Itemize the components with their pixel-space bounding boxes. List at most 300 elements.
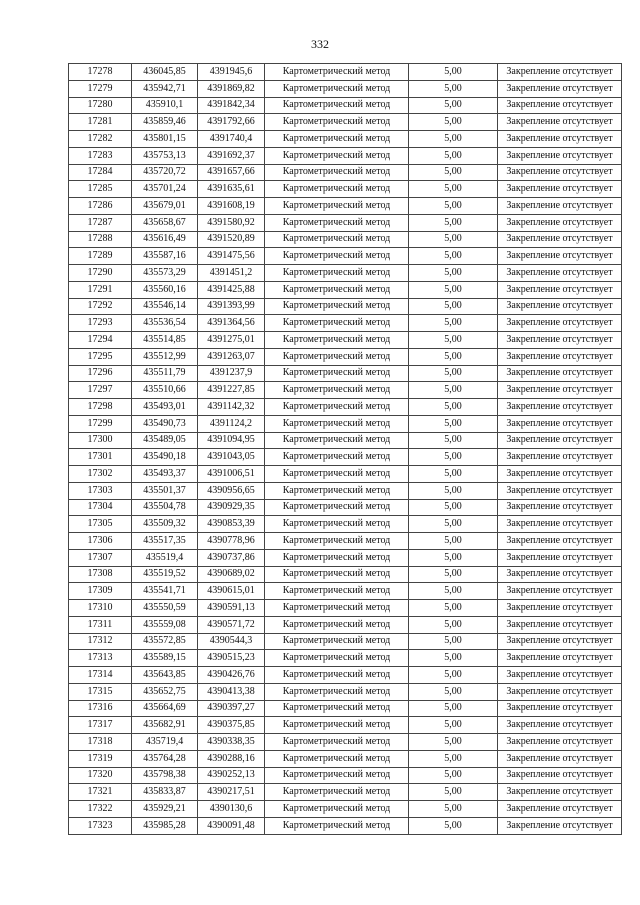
point-number-cell: 17307	[69, 549, 132, 566]
method-cell: Картометрический метод	[265, 432, 409, 449]
x-coordinate-cell: 435501,37	[132, 482, 198, 499]
method-cell: Картометрический метод	[265, 332, 409, 349]
fixing-cell: Закрепление отсутствует	[498, 80, 622, 97]
fixing-cell: Закрепление отсутствует	[498, 315, 622, 332]
method-cell: Картометрический метод	[265, 114, 409, 131]
table-row	[69, 466, 622, 483]
table-row	[69, 533, 622, 550]
accuracy-cell: 5,00	[409, 583, 498, 600]
table-row	[69, 315, 622, 332]
y-coordinate-cell: 4391792,66	[198, 114, 265, 131]
point-number-cell: 17305	[69, 516, 132, 533]
x-coordinate-cell: 435910,1	[132, 97, 198, 114]
x-coordinate-cell: 435489,05	[132, 432, 198, 449]
y-coordinate-cell: 4390091,48	[198, 817, 265, 834]
point-number-cell: 17312	[69, 633, 132, 650]
fixing-cell: Закрепление отсутствует	[498, 583, 622, 600]
fixing-cell: Закрепление отсутствует	[498, 650, 622, 667]
x-coordinate-cell: 436045,85	[132, 64, 198, 81]
fixing-cell: Закрепление отсутствует	[498, 533, 622, 550]
method-cell: Картометрический метод	[265, 231, 409, 248]
x-coordinate-cell: 435509,32	[132, 516, 198, 533]
method-cell: Картометрический метод	[265, 784, 409, 801]
x-coordinate-cell: 435519,52	[132, 566, 198, 583]
method-cell: Картометрический метод	[265, 700, 409, 717]
x-coordinate-cell: 435985,28	[132, 817, 198, 834]
fixing-cell: Закрепление отсутствует	[498, 198, 622, 215]
table-row	[69, 131, 622, 148]
accuracy-cell: 5,00	[409, 801, 498, 818]
fixing-cell: Закрепление отсутствует	[498, 482, 622, 499]
x-coordinate-cell: 435504,78	[132, 499, 198, 516]
method-cell: Картометрический метод	[265, 616, 409, 633]
method-cell: Картометрический метод	[265, 415, 409, 432]
fixing-cell: Закрепление отсутствует	[498, 399, 622, 416]
y-coordinate-cell: 4390375,85	[198, 717, 265, 734]
method-cell: Картометрический метод	[265, 181, 409, 198]
x-coordinate-cell: 435859,46	[132, 114, 198, 131]
point-number-cell: 17316	[69, 700, 132, 717]
point-number-cell: 17287	[69, 214, 132, 231]
accuracy-cell: 5,00	[409, 633, 498, 650]
accuracy-cell: 5,00	[409, 231, 498, 248]
fixing-cell: Закрепление отсутствует	[498, 432, 622, 449]
y-coordinate-cell: 4390515,23	[198, 650, 265, 667]
fixing-cell: Закрепление отсутствует	[498, 717, 622, 734]
y-coordinate-cell: 4390956,65	[198, 482, 265, 499]
y-coordinate-cell: 4391124,2	[198, 415, 265, 432]
y-coordinate-cell: 4390853,39	[198, 516, 265, 533]
fixing-cell: Закрепление отсутствует	[498, 365, 622, 382]
accuracy-cell: 5,00	[409, 566, 498, 583]
table-row	[69, 348, 622, 365]
table-row	[69, 734, 622, 751]
table-row	[69, 583, 622, 600]
accuracy-cell: 5,00	[409, 265, 498, 282]
y-coordinate-cell: 4391237,9	[198, 365, 265, 382]
point-number-cell: 17295	[69, 348, 132, 365]
point-number-cell: 17310	[69, 600, 132, 617]
accuracy-cell: 5,00	[409, 817, 498, 834]
fixing-cell: Закрепление отсутствует	[498, 164, 622, 181]
point-number-cell: 17282	[69, 131, 132, 148]
table-row	[69, 717, 622, 734]
point-number-cell: 17300	[69, 432, 132, 449]
y-coordinate-cell: 4391475,56	[198, 248, 265, 265]
method-cell: Картометрический метод	[265, 348, 409, 365]
fixing-cell: Закрепление отсутствует	[498, 817, 622, 834]
accuracy-cell: 5,00	[409, 683, 498, 700]
method-cell: Картометрический метод	[265, 214, 409, 231]
table-row	[69, 817, 622, 834]
y-coordinate-cell: 4391520,89	[198, 231, 265, 248]
point-number-cell: 17298	[69, 399, 132, 416]
fixing-cell: Закрепление отсутствует	[498, 633, 622, 650]
accuracy-cell: 5,00	[409, 700, 498, 717]
accuracy-cell: 5,00	[409, 80, 498, 97]
x-coordinate-cell: 435801,15	[132, 131, 198, 148]
y-coordinate-cell: 4391263,07	[198, 348, 265, 365]
x-coordinate-cell: 435536,54	[132, 315, 198, 332]
y-coordinate-cell: 4390217,51	[198, 784, 265, 801]
point-number-cell: 17306	[69, 533, 132, 550]
method-cell: Картометрический метод	[265, 265, 409, 282]
method-cell: Картометрический метод	[265, 817, 409, 834]
fixing-cell: Закрепление отсутствует	[498, 767, 622, 784]
y-coordinate-cell: 4391227,85	[198, 382, 265, 399]
table-row	[69, 633, 622, 650]
y-coordinate-cell: 4390338,35	[198, 734, 265, 751]
point-number-cell: 17322	[69, 801, 132, 818]
x-coordinate-cell: 435519,4	[132, 549, 198, 566]
accuracy-cell: 5,00	[409, 600, 498, 617]
x-coordinate-cell: 435720,72	[132, 164, 198, 181]
y-coordinate-cell: 4391869,82	[198, 80, 265, 97]
y-coordinate-cell: 4390737,86	[198, 549, 265, 566]
fixing-cell: Закрепление отсутствует	[498, 64, 622, 81]
point-number-cell: 17293	[69, 315, 132, 332]
accuracy-cell: 5,00	[409, 399, 498, 416]
method-cell: Картометрический метод	[265, 382, 409, 399]
accuracy-cell: 5,00	[409, 281, 498, 298]
fixing-cell: Закрепление отсутствует	[498, 348, 622, 365]
method-cell: Картометрический метод	[265, 298, 409, 315]
accuracy-cell: 5,00	[409, 432, 498, 449]
table-row	[69, 650, 622, 667]
point-number-cell: 17299	[69, 415, 132, 432]
x-coordinate-cell: 435798,38	[132, 767, 198, 784]
point-number-cell: 17323	[69, 817, 132, 834]
table-row	[69, 499, 622, 516]
fixing-cell: Закрепление отсутствует	[498, 499, 622, 516]
accuracy-cell: 5,00	[409, 198, 498, 215]
accuracy-cell: 5,00	[409, 382, 498, 399]
method-cell: Картометрический метод	[265, 717, 409, 734]
accuracy-cell: 5,00	[409, 482, 498, 499]
y-coordinate-cell: 4390929,35	[198, 499, 265, 516]
accuracy-cell: 5,00	[409, 248, 498, 265]
point-number-cell: 17279	[69, 80, 132, 97]
table-row	[69, 64, 622, 81]
point-number-cell: 17278	[69, 64, 132, 81]
point-number-cell: 17297	[69, 382, 132, 399]
table-row	[69, 298, 622, 315]
method-cell: Картометрический метод	[265, 147, 409, 164]
y-coordinate-cell: 4391364,56	[198, 315, 265, 332]
y-coordinate-cell: 4390615,01	[198, 583, 265, 600]
x-coordinate-cell: 435493,01	[132, 399, 198, 416]
point-number-cell: 17283	[69, 147, 132, 164]
accuracy-cell: 5,00	[409, 549, 498, 566]
table-row	[69, 147, 622, 164]
fixing-cell: Закрепление отсутствует	[498, 97, 622, 114]
method-cell: Картометрический метод	[265, 667, 409, 684]
y-coordinate-cell: 4390130,6	[198, 801, 265, 818]
x-coordinate-cell: 435559,08	[132, 616, 198, 633]
x-coordinate-cell: 435511,79	[132, 365, 198, 382]
point-number-cell: 17292	[69, 298, 132, 315]
y-coordinate-cell: 4390252,13	[198, 767, 265, 784]
table-row	[69, 750, 622, 767]
accuracy-cell: 5,00	[409, 131, 498, 148]
page-number: 332	[311, 37, 329, 51]
fixing-cell: Закрепление отсутствует	[498, 734, 622, 751]
x-coordinate-cell: 435753,13	[132, 147, 198, 164]
table-row	[69, 549, 622, 566]
point-number-cell: 17303	[69, 482, 132, 499]
accuracy-cell: 5,00	[409, 466, 498, 483]
method-cell: Картометрический метод	[265, 97, 409, 114]
table-row	[69, 449, 622, 466]
fixing-cell: Закрепление отсутствует	[498, 700, 622, 717]
point-number-cell: 17321	[69, 784, 132, 801]
method-cell: Картометрический метод	[265, 750, 409, 767]
method-cell: Картометрический метод	[265, 449, 409, 466]
y-coordinate-cell: 4391142,32	[198, 399, 265, 416]
method-cell: Картометрический метод	[265, 466, 409, 483]
fixing-cell: Закрепление отсутствует	[498, 449, 622, 466]
point-number-cell: 17319	[69, 750, 132, 767]
y-coordinate-cell: 4390413,38	[198, 683, 265, 700]
accuracy-cell: 5,00	[409, 64, 498, 81]
fixing-cell: Закрепление отсутствует	[498, 382, 622, 399]
point-number-cell: 17289	[69, 248, 132, 265]
method-cell: Картометрический метод	[265, 683, 409, 700]
fixing-cell: Закрепление отсутствует	[498, 616, 622, 633]
table-row	[69, 767, 622, 784]
y-coordinate-cell: 4391945,6	[198, 64, 265, 81]
point-number-cell: 17313	[69, 650, 132, 667]
x-coordinate-cell: 435517,35	[132, 533, 198, 550]
point-number-cell: 17314	[69, 667, 132, 684]
y-coordinate-cell: 4391094,95	[198, 432, 265, 449]
y-coordinate-cell: 4390778,96	[198, 533, 265, 550]
fixing-cell: Закрепление отсутствует	[498, 415, 622, 432]
method-cell: Картометрический метод	[265, 533, 409, 550]
x-coordinate-cell: 435682,91	[132, 717, 198, 734]
method-cell: Картометрический метод	[265, 633, 409, 650]
method-cell: Картометрический метод	[265, 600, 409, 617]
x-coordinate-cell: 435560,16	[132, 281, 198, 298]
accuracy-cell: 5,00	[409, 181, 498, 198]
y-coordinate-cell: 4391635,61	[198, 181, 265, 198]
table-row	[69, 114, 622, 131]
table-row	[69, 415, 622, 432]
accuracy-cell: 5,00	[409, 415, 498, 432]
fixing-cell: Закрепление отсутствует	[498, 214, 622, 231]
accuracy-cell: 5,00	[409, 650, 498, 667]
accuracy-cell: 5,00	[409, 147, 498, 164]
x-coordinate-cell: 435929,21	[132, 801, 198, 818]
y-coordinate-cell: 4390544,3	[198, 633, 265, 650]
y-coordinate-cell: 4391393,99	[198, 298, 265, 315]
point-number-cell: 17304	[69, 499, 132, 516]
table-row	[69, 784, 622, 801]
point-number-cell: 17281	[69, 114, 132, 131]
accuracy-cell: 5,00	[409, 533, 498, 550]
point-number-cell: 17288	[69, 231, 132, 248]
fixing-cell: Закрепление отсутствует	[498, 600, 622, 617]
point-number-cell: 17309	[69, 583, 132, 600]
y-coordinate-cell: 4391740,4	[198, 131, 265, 148]
point-number-cell: 17296	[69, 365, 132, 382]
accuracy-cell: 5,00	[409, 97, 498, 114]
x-coordinate-cell: 435652,75	[132, 683, 198, 700]
method-cell: Картометрический метод	[265, 315, 409, 332]
fixing-cell: Закрепление отсутствует	[498, 516, 622, 533]
accuracy-cell: 5,00	[409, 164, 498, 181]
x-coordinate-cell: 435550,59	[132, 600, 198, 617]
accuracy-cell: 5,00	[409, 214, 498, 231]
table-row	[69, 432, 622, 449]
table-row	[69, 801, 622, 818]
accuracy-cell: 5,00	[409, 348, 498, 365]
method-cell: Картометрический метод	[265, 767, 409, 784]
fixing-cell: Закрепление отсутствует	[498, 332, 622, 349]
accuracy-cell: 5,00	[409, 315, 498, 332]
y-coordinate-cell: 4391608,19	[198, 198, 265, 215]
accuracy-cell: 5,00	[409, 767, 498, 784]
x-coordinate-cell: 435490,73	[132, 415, 198, 432]
table-row	[69, 80, 622, 97]
table-row	[69, 214, 622, 231]
table-row	[69, 231, 622, 248]
table-row	[69, 566, 622, 583]
accuracy-cell: 5,00	[409, 298, 498, 315]
x-coordinate-cell: 435589,15	[132, 650, 198, 667]
method-cell: Картометрический метод	[265, 164, 409, 181]
point-number-cell: 17311	[69, 616, 132, 633]
x-coordinate-cell: 435664,69	[132, 700, 198, 717]
point-number-cell: 17284	[69, 164, 132, 181]
table-row	[69, 281, 622, 298]
coordinates-table-body	[69, 64, 622, 835]
accuracy-cell: 5,00	[409, 365, 498, 382]
point-number-cell: 17294	[69, 332, 132, 349]
fixing-cell: Закрепление отсутствует	[498, 566, 622, 583]
fixing-cell: Закрепление отсутствует	[498, 114, 622, 131]
point-number-cell: 17302	[69, 466, 132, 483]
fixing-cell: Закрепление отсутствует	[498, 784, 622, 801]
fixing-cell: Закрепление отсутствует	[498, 131, 622, 148]
x-coordinate-cell: 435490,18	[132, 449, 198, 466]
table-row	[69, 516, 622, 533]
fixing-cell: Закрепление отсутствует	[498, 248, 622, 265]
point-number-cell: 17308	[69, 566, 132, 583]
method-cell: Картометрический метод	[265, 549, 409, 566]
x-coordinate-cell: 435658,67	[132, 214, 198, 231]
y-coordinate-cell: 4391842,34	[198, 97, 265, 114]
fixing-cell: Закрепление отсутствует	[498, 281, 622, 298]
x-coordinate-cell: 435512,99	[132, 348, 198, 365]
point-number-cell: 17315	[69, 683, 132, 700]
point-number-cell: 17301	[69, 449, 132, 466]
table-row	[69, 616, 622, 633]
method-cell: Картометрический метод	[265, 131, 409, 148]
point-number-cell: 17291	[69, 281, 132, 298]
method-cell: Картометрический метод	[265, 566, 409, 583]
x-coordinate-cell: 435514,85	[132, 332, 198, 349]
point-number-cell: 17280	[69, 97, 132, 114]
method-cell: Картометрический метод	[265, 399, 409, 416]
accuracy-cell: 5,00	[409, 114, 498, 131]
y-coordinate-cell: 4391451,2	[198, 265, 265, 282]
x-coordinate-cell: 435546,14	[132, 298, 198, 315]
table-row	[69, 482, 622, 499]
x-coordinate-cell: 435541,71	[132, 583, 198, 600]
method-cell: Картометрический метод	[265, 499, 409, 516]
y-coordinate-cell: 4391006,51	[198, 466, 265, 483]
fixing-cell: Закрепление отсутствует	[498, 667, 622, 684]
x-coordinate-cell: 435510,66	[132, 382, 198, 399]
point-number-cell: 17290	[69, 265, 132, 282]
x-coordinate-cell: 435616,49	[132, 231, 198, 248]
accuracy-cell: 5,00	[409, 734, 498, 751]
accuracy-cell: 5,00	[409, 717, 498, 734]
fixing-cell: Закрепление отсутствует	[498, 147, 622, 164]
y-coordinate-cell: 4390591,13	[198, 600, 265, 617]
fixing-cell: Закрепление отсутствует	[498, 549, 622, 566]
fixing-cell: Закрепление отсутствует	[498, 801, 622, 818]
y-coordinate-cell: 4390571,72	[198, 616, 265, 633]
table-row	[69, 265, 622, 282]
method-cell: Картометрический метод	[265, 650, 409, 667]
method-cell: Картометрический метод	[265, 734, 409, 751]
method-cell: Картометрический метод	[265, 583, 409, 600]
point-number-cell: 17317	[69, 717, 132, 734]
y-coordinate-cell: 4391043,05	[198, 449, 265, 466]
fixing-cell: Закрепление отсутствует	[498, 683, 622, 700]
method-cell: Картометрический метод	[265, 801, 409, 818]
table-row	[69, 382, 622, 399]
accuracy-cell: 5,00	[409, 616, 498, 633]
table-row	[69, 181, 622, 198]
x-coordinate-cell: 435573,29	[132, 265, 198, 282]
x-coordinate-cell: 435493,37	[132, 466, 198, 483]
y-coordinate-cell: 4391580,92	[198, 214, 265, 231]
fixing-cell: Закрепление отсутствует	[498, 466, 622, 483]
point-number-cell: 17320	[69, 767, 132, 784]
table-row	[69, 164, 622, 181]
y-coordinate-cell: 4390397,27	[198, 700, 265, 717]
table-row	[69, 667, 622, 684]
x-coordinate-cell: 435701,24	[132, 181, 198, 198]
method-cell: Картометрический метод	[265, 64, 409, 81]
accuracy-cell: 5,00	[409, 499, 498, 516]
point-number-cell: 17318	[69, 734, 132, 751]
y-coordinate-cell: 4390288,16	[198, 750, 265, 767]
accuracy-cell: 5,00	[409, 667, 498, 684]
method-cell: Картометрический метод	[265, 80, 409, 97]
x-coordinate-cell: 435719,4	[132, 734, 198, 751]
accuracy-cell: 5,00	[409, 332, 498, 349]
method-cell: Картометрический метод	[265, 482, 409, 499]
fixing-cell: Закрепление отсутствует	[498, 181, 622, 198]
y-coordinate-cell: 4391692,37	[198, 147, 265, 164]
fixing-cell: Закрепление отсутствует	[498, 231, 622, 248]
method-cell: Картометрический метод	[265, 198, 409, 215]
x-coordinate-cell: 435679,01	[132, 198, 198, 215]
method-cell: Картометрический метод	[265, 281, 409, 298]
y-coordinate-cell: 4391425,88	[198, 281, 265, 298]
x-coordinate-cell: 435643,85	[132, 667, 198, 684]
point-number-cell: 17286	[69, 198, 132, 215]
accuracy-cell: 5,00	[409, 449, 498, 466]
x-coordinate-cell: 435764,28	[132, 750, 198, 767]
y-coordinate-cell: 4391657,66	[198, 164, 265, 181]
x-coordinate-cell: 435587,16	[132, 248, 198, 265]
x-coordinate-cell: 435572,85	[132, 633, 198, 650]
